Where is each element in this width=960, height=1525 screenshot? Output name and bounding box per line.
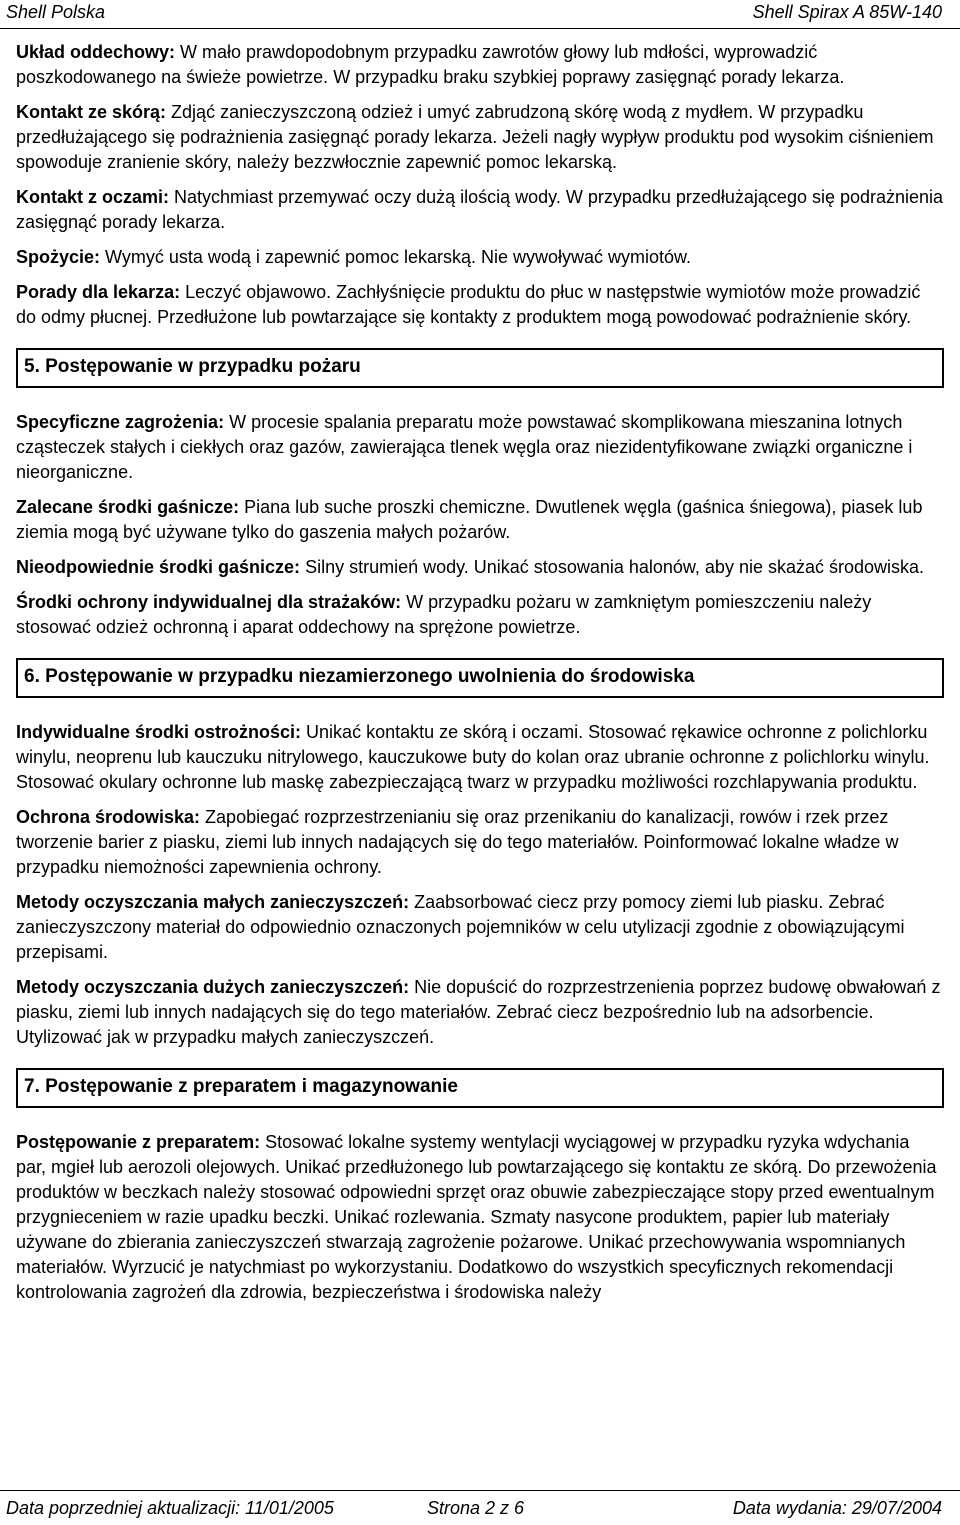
paragraph-label: Specyficzne zagrożenia: xyxy=(16,412,225,432)
paragraph-label: Środki ochrony indywidualnej dla strażaków: xyxy=(16,592,402,612)
page-footer xyxy=(0,1490,960,1525)
paragraph xyxy=(16,590,944,640)
paragraph-text: Stosować lokalne systemy wentylacji wyciągowej w przypadku ryzyka wdychania par, mgieł lub aerozoli olejowych. Unikać przedłużonego lub powtarzającego się kontaktu ze skórą. Do przewożenia produktów w beczkach należy stosować odpowiedni sprzęt oraz obuwie zabezpieczające stopy przed ewentualnym przygnieceniem w razie upadku beczki. Unikać rozlewania. Szmaty nasycone produktem, papier lub materiały używane do zbierania zanieczyszczeń stwarzają zagrożenie pożarowe. Unikać przechowywania wspomnianych materiałów. Wyrzucić je natychmiast po wykorzystaniu. Dodatkowo do wszystkich specyficznych rekomendacji kontrolowania zagrożeń dla zdrowia, bezpieczeństwa i środowiska należy xyxy=(16,1132,937,1302)
paragraph xyxy=(16,245,944,270)
paragraph xyxy=(16,185,944,235)
paragraph-label: Ochrona środowiska: xyxy=(16,807,201,827)
paragraph-label: Porady dla lekarza: xyxy=(16,282,181,302)
footer-page-number: Strona 2 z 6 xyxy=(427,1498,525,1518)
paragraph-text: Zapobiegać rozprzestrzenianiu się oraz przenikaniu do kanalizacji, rowów i rzek przez tworzenie barier z piasku, ziemi lub innych nadających się do tego materiałów. Poinformować lokalne władze w przypadku niemożności zapewnienia ochrony. xyxy=(16,807,899,877)
footer-rule xyxy=(0,1490,960,1491)
paragraph-label: Spożycie: xyxy=(16,247,101,267)
paragraph xyxy=(16,100,944,175)
paragraph xyxy=(16,720,944,795)
paragraph xyxy=(16,495,944,545)
paragraph-text: Leczyć objawowo. Zachłyśnięcie produktu do płuc w następstwie wymiotów może prowadzić do odmy płucnej. Przedłużone lub powtarzające się kontakty z produktem mogą powodować podrażnienie skóry. xyxy=(16,282,921,327)
page-header xyxy=(0,0,960,28)
paragraph xyxy=(16,975,944,1050)
header-rule xyxy=(0,28,960,29)
paragraph-text: Wymyć usta wodą i zapewnić pomoc lekarską. Nie wywoływać wymiotów. xyxy=(100,247,692,267)
header-product: Shell Spirax A 85W-140 xyxy=(752,2,942,22)
paragraph-text: Zdjąć zanieczyszczoną odzież i umyć zabrudzoną skórę wodą z mydłem. W przypadku przedłużającego się podrażnienia zasięgnąć porady lekarza. Jeżeli nagły wypływ produktu pod wysokim ciśnieniem spowoduje zranienie skóry, należy bezzwłocznie zapewnić pomoc lekarską. xyxy=(16,102,934,172)
paragraph-text: W procesie spalania preparatu może powstawać skomplikowana mieszanina lotnych cząsteczek stałych i ciekłych oraz gazów, zawierająca tlenek węgla oraz niezidentyfikowane związki organiczne i nieorganiczne. xyxy=(16,412,913,482)
paragraph xyxy=(16,280,944,330)
paragraph xyxy=(16,555,944,580)
paragraph xyxy=(16,805,944,880)
paragraph-label: Metody oczyszczania małych zanieczyszczeń: xyxy=(16,892,410,912)
paragraph-label: Kontakt z oczami: xyxy=(16,187,170,207)
paragraph-text: Natychmiast przemywać oczy dużą ilością wody. W przypadku przedłużającego się podrażnienia zasięgnąć porady lekarza. xyxy=(16,187,944,232)
paragraph-text: Piana lub suche proszki chemiczne. Dwutlenek węgla (gaśnica śniegowa), piasek lub ziemia mogą być używane tylko do gaszenia małych pożarów. xyxy=(16,497,923,542)
footer-previous-update: Data poprzedniej aktualizacji: 11/01/2005 xyxy=(6,1498,334,1518)
paragraph-label: Metody oczyszczania dużych zanieczyszczeń: xyxy=(16,977,410,997)
paragraph-label: Kontakt ze skórą: xyxy=(16,102,167,122)
paragraph xyxy=(16,410,944,485)
paragraph-label: Układ oddechowy: xyxy=(16,42,176,62)
header-company: Shell Polska xyxy=(6,2,106,22)
footer-issue-date: Data wydania: 29/07/2004 xyxy=(732,1498,942,1518)
paragraph-label: Zalecane środki gaśnicze: xyxy=(16,497,240,517)
paragraph xyxy=(16,1130,944,1305)
paragraph-text: Unikać kontaktu ze skórą i oczami. Stosować rękawice ochronne z polichlorku winylu, neoprenu lub kauczuku nitrylowego, kauczukowe buty do kolan oraz ubranie ochronne z polichlorku winylu. Stosować okulary ochronne lub maskę zabezpieczającą twarz w przypadku możliwości rozchlapywania produktu. xyxy=(16,722,930,792)
paragraph-text: Nie dopuścić do rozprzestrzenienia poprzez budowę obwałowań z piasku, ziemi lub innych nadających się do tego materiałów. Zebrać ciecz bezpośrednio lub na adsorbencie. Utylizować jak w przypadku małych zanieczyszczeń. xyxy=(16,977,941,1047)
paragraph-text: Zaabsorbować ciecz przy pomocy ziemi lub piasku. Zebrać zanieczyszczony materiał do odpowiednio oznaczonych pojemników w celu utylizacji zgodnie z obowiązującymi przepisami. xyxy=(16,892,905,962)
paragraph-text: Silny strumień wody. Unikać stosowania halonów, aby nie skażać środowiska. xyxy=(300,557,925,577)
section-heading: 5. Postępowanie w przypadku pożaru xyxy=(16,348,944,388)
paragraph xyxy=(16,40,944,90)
section-heading: 7. Postępowanie z preparatem i magazynowanie xyxy=(16,1068,944,1108)
paragraph xyxy=(16,890,944,965)
section-heading: 6. Postępowanie w przypadku niezamierzonego uwolnienia do środowiska xyxy=(16,658,944,698)
paragraph-text: W mało prawdopodobnym przypadku zawrotów głowy lub mdłości, wyprowadzić poszkodowanego na świeże powietrze. W przypadku braku szybkiej poprawy zasięgnąć porady lekarza. xyxy=(16,42,845,87)
paragraph-label: Postępowanie z preparatem: xyxy=(16,1132,261,1152)
document-body xyxy=(16,40,944,1315)
paragraph-label: Indywidualne środki ostrożności: xyxy=(16,722,302,742)
paragraph-text: W przypadku pożaru w zamkniętym pomieszczeniu należy stosować odzież ochronną i aparat oddechowy na sprężone powietrze. xyxy=(16,592,872,637)
paragraph-label: Nieodpowiednie środki gaśnicze: xyxy=(16,557,301,577)
